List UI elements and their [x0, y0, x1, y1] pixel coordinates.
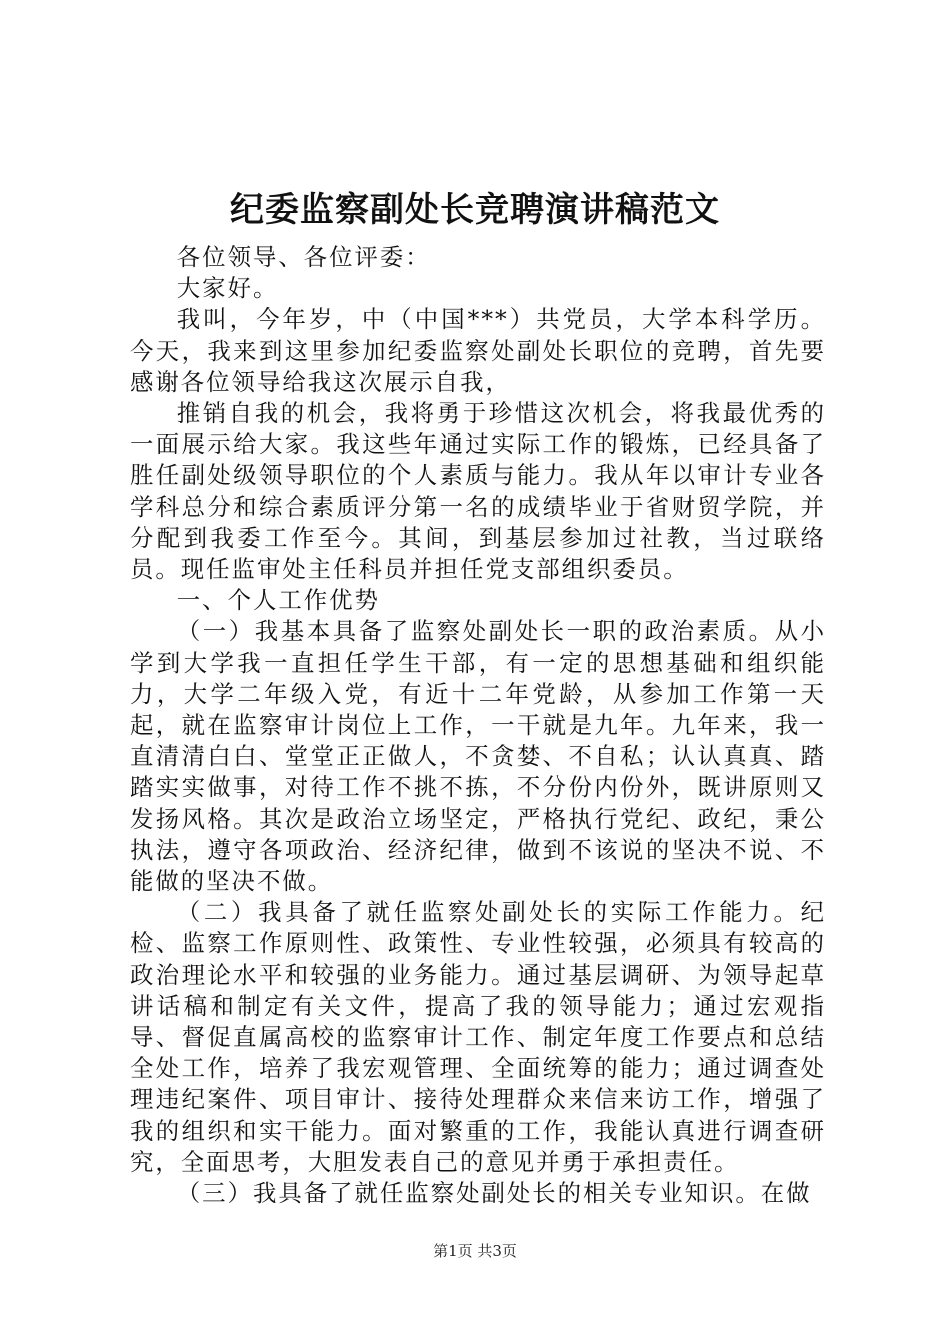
paragraph-salutation: 各位领导、各位评委：: [176, 243, 431, 271]
paragraph-self-presentation: 推销自我的机会，我将勇于珍惜这次机会，将我最优秀的一面展示给大家。我这些年通过实际工作的锻炼，已经具备了胜任副处级领导职位的个人素质与能力。我从年以审计专业各学科总分和综合素质评分第一名的成绩毕业于省财贸学院，并分配到我委工作至今。其间，到基层参加过社教，当过联络员。现任监审处主任科员并担任党支部组织委员。: [130, 399, 826, 584]
page-number-footer: 第1页 共3页: [433, 1242, 517, 1260]
document-body: [130, 242, 826, 1209]
document-title: 纪委监察副处长竞聘演讲稿范文: [230, 190, 720, 230]
paragraph-work-ability: （二）我具备了就任监察处副处长的实际工作能力。纪检、监察工作原则性、政策性、专业性较强，必须具有较高的政治理论水平和较强的业务能力。通过基层调研、为领导起草讲话稿和制定有关文件，提高了我的领导能力；通过宏观指导、督促直属高校的监察审计工作、制定年度工作要点和总结全处工作，培养了我宏观管理、全面统筹的能力；通过调查处理违纪案件、项目审计、接待处理群众来信来访工作，增强了我的组织和实干能力。面对繁重的工作，我能认真进行调查研究，全面思考，大胆发表自己的意见并勇于承担责任。: [130, 898, 826, 1176]
paragraph-professional-knowledge: （三）我具备了就任监察处副处长的相关专业知识。在做: [176, 1179, 812, 1208]
paragraph-greeting: 大家好。: [176, 274, 279, 303]
paragraph-political-quality: （一）我基本具备了监察处副处长一职的政治素质。从小学到大学我一直担任学生干部，有一定的思想基础和组织能力，大学二年级入党，有近十二年党龄，从参加工作第一天起，就在监察审计岗位上工作，一干就是九年。九年来，我一直清清白白、堂堂正正做人，不贪婪、不自私；认认真真、踏踏实实做事，对待工作不挑不拣，不分份内份外，既讲原则又发扬风格。其次是政治立场坚定，严格执行党纪、政纪，秉公执法，遵守各项政治、经济纪律，做到不该说的坚决不说、不能做的坚决不做。: [130, 617, 826, 896]
paragraph-introduction: 我叫，今年岁，中（中国***）共党员，大学本科学历。今天，我来到这里参加纪委监察处副处长职位的竞聘，首先要感谢各位领导给我这次展示自我，: [130, 305, 826, 396]
section-heading-advantages: 一、个人工作优势: [176, 586, 380, 615]
